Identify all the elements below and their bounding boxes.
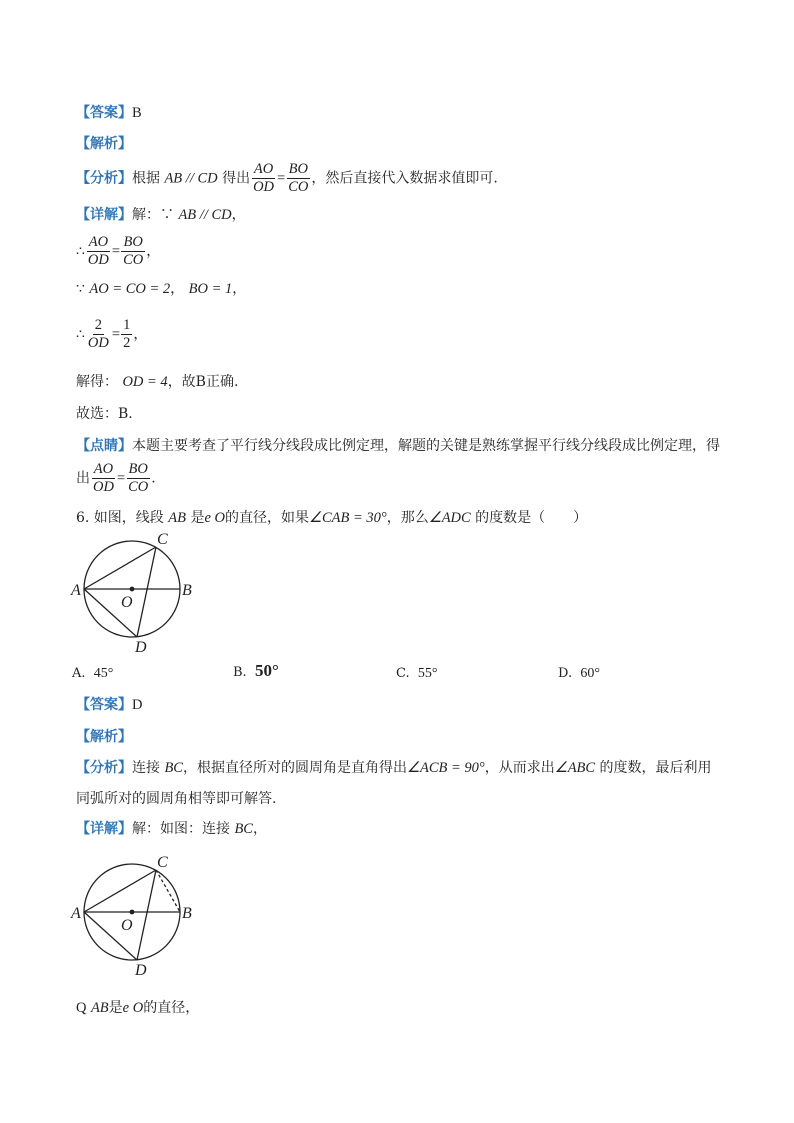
fraction-bo-co <box>286 161 310 196</box>
option-letter: A. <box>72 666 86 681</box>
fenxi-text: 得出 <box>222 170 251 187</box>
math-circle-o: e O <box>204 510 225 526</box>
analysis-tag: 【解析】 <box>76 729 132 745</box>
fenxi-text: ，然后直接代入数据求值即可. <box>311 170 498 187</box>
solve-line <box>76 373 238 391</box>
option-value: 60° <box>580 666 600 681</box>
numerator: BO <box>123 234 143 250</box>
last-text: 的直径， <box>143 1000 200 1016</box>
label-c: C <box>157 854 168 871</box>
denominator: OD <box>93 479 114 495</box>
fenxi-line-q5 <box>76 161 498 196</box>
chord-ac <box>84 870 156 912</box>
numerator: 1 <box>123 317 131 333</box>
stem-text: ，那么 <box>386 510 429 526</box>
math-circle-o: e O <box>122 1000 144 1016</box>
fenxi-tag: 【分析】 <box>76 760 132 776</box>
center-point <box>130 587 135 592</box>
fraction-ao-od <box>86 234 111 269</box>
fraction-1-2 <box>121 317 132 352</box>
option-d[interactable] <box>558 665 600 683</box>
fenxi-tag: 【分析】 <box>76 170 132 187</box>
fenxi-text: 同弧所对的圆周角相等即可解答. <box>76 791 277 807</box>
analysis-tag: 【解析】 <box>76 136 132 152</box>
fenxi-text: ，从而求出 <box>484 760 555 776</box>
label-b: B <box>182 905 192 922</box>
dianjing-text: 出 <box>76 470 90 487</box>
fraction-ao-od <box>251 161 276 196</box>
xiangjie-tag: 【详解】 <box>76 821 132 837</box>
math-ab-parallel-cd: AB // CD <box>178 207 232 223</box>
solve-text: 解得： <box>76 374 118 390</box>
math-ab: AB <box>90 1000 109 1016</box>
stem-text: 是 <box>190 510 205 526</box>
fenxi-text: 的度数，最后利用 <box>599 760 712 776</box>
math-angle-cab: ∠CAB = 30° <box>308 510 387 526</box>
fraction-bo-co <box>126 461 150 496</box>
denominator: CO <box>123 252 144 268</box>
math-angle-acb: ∠ACB = 90° <box>406 760 485 776</box>
math-ab-parallel-cd: AB // CD <box>164 170 218 187</box>
label-d: D <box>135 639 147 656</box>
equals-sign: = <box>277 170 286 187</box>
label-o: O <box>121 917 133 934</box>
choose-line <box>76 405 133 423</box>
numerator: 2 <box>94 317 103 333</box>
xiangjie-line-q6 <box>76 820 267 838</box>
answer-line-q5 <box>76 104 142 122</box>
center-point <box>130 910 135 915</box>
fraction-bo-co <box>121 234 145 269</box>
label-a: A <box>71 582 81 599</box>
circle-figure-2 <box>66 851 206 981</box>
dashed-chord-bc <box>156 870 180 912</box>
fenxi-text: 根据 <box>132 170 160 187</box>
question-6-stem <box>76 509 587 527</box>
xiangjie-line-q5 <box>76 206 246 224</box>
solve-text: ，故B正确. <box>167 374 239 390</box>
numerator: AO <box>253 161 274 177</box>
because-symbol: ∵ <box>76 281 85 297</box>
fenxi-line-q6 <box>76 759 712 777</box>
circle-figure-1 <box>66 528 206 658</box>
label-d: D <box>135 962 147 979</box>
chord-cd <box>137 870 156 960</box>
last-line <box>76 999 199 1017</box>
math-bc: BC <box>164 760 183 776</box>
math-ab: AB <box>168 510 186 526</box>
dianjing-text: . <box>151 470 156 487</box>
equals-sign: = <box>111 243 121 260</box>
denominator: CO <box>288 179 309 195</box>
stem-text: 的度数是（ ） <box>475 510 588 526</box>
option-letter: D. <box>558 666 573 681</box>
xiangjie-text: 解：如图：连接 <box>132 821 230 837</box>
denominator: 2 <box>123 335 131 351</box>
math-bo: BO = 1 <box>188 281 233 297</box>
numerator: BO <box>288 161 308 177</box>
dianjing-line-2 <box>76 461 156 496</box>
math-angle-abc: ∠ABC <box>554 760 596 776</box>
q-symbol: Q <box>76 1000 87 1016</box>
analysis-heading-q5 <box>76 135 132 153</box>
math-bc: BC <box>234 821 253 837</box>
chord-ac <box>84 547 156 589</box>
denominator: OD <box>87 252 109 268</box>
numerator: AO <box>88 234 109 250</box>
fenxi-text: ，根据直径所对的圆周角是直角得出 <box>182 760 407 776</box>
option-letter: C. <box>396 666 410 681</box>
dianjing-text: 本题主要考查了平行线分线段成比例定理，解题的关键是熟练掌握平行线分线段成比例定理，得 <box>132 438 720 454</box>
option-letter: B. <box>233 665 247 680</box>
answer-value: B <box>132 105 142 121</box>
therefore-symbol: ∴ <box>76 243 85 260</box>
ratio-line <box>76 234 160 269</box>
comma: ， <box>170 281 185 297</box>
stem-text: 的直径，如果 <box>224 510 309 526</box>
stem-text: 6. 如图，线段 <box>76 510 164 526</box>
equals-sign: = <box>111 326 121 343</box>
math-angle-adc: ∠ADC <box>428 510 471 526</box>
option-value: 45° <box>93 666 114 681</box>
answer-tag: 【答案】 <box>76 697 132 713</box>
comma: ， <box>231 207 246 223</box>
substitution-line <box>76 317 147 352</box>
label-a: A <box>71 905 81 922</box>
fenxi-line-q6-2 <box>76 790 276 808</box>
option-value: 50° <box>254 661 279 680</box>
numerator: BO <box>128 461 148 477</box>
comma: ， <box>232 281 247 297</box>
option-b[interactable] <box>233 662 279 682</box>
comma: ， <box>146 243 161 260</box>
fraction-2-od <box>86 317 111 352</box>
math-ao-co: AO = CO = 2 <box>89 281 171 297</box>
choose-text: 故选：B. <box>76 406 133 422</box>
chord-cd <box>137 547 156 637</box>
denominator: OD <box>253 179 275 195</box>
dianjing-tag: 【点睛】 <box>76 438 132 454</box>
option-c[interactable] <box>396 665 438 683</box>
analysis-heading-q6 <box>76 728 132 746</box>
dianjing-line <box>76 437 720 455</box>
answer-line-q6 <box>76 696 142 714</box>
comma: ， <box>252 821 267 837</box>
answer-value: D <box>132 697 143 713</box>
math-od-equals-4: OD = 4 <box>122 374 168 390</box>
option-a[interactable] <box>72 665 113 683</box>
denominator: CO <box>128 479 149 495</box>
fraction-ao-od <box>91 461 116 496</box>
label-o: O <box>121 594 133 611</box>
denominator: OD <box>87 335 109 351</box>
fenxi-text: 连接 <box>132 760 160 776</box>
last-text: 是 <box>108 1000 123 1016</box>
given-values-line <box>76 280 246 298</box>
label-b: B <box>182 582 192 599</box>
label-c: C <box>157 531 168 548</box>
equals-sign: = <box>116 470 126 487</box>
therefore-symbol: ∴ <box>76 326 85 343</box>
comma: ， <box>133 326 148 343</box>
xiangjie-tag: 【详解】 <box>76 207 132 223</box>
numerator: AO <box>93 461 114 477</box>
option-value: 55° <box>417 666 438 681</box>
xiangjie-text: 解：∵ <box>132 207 174 223</box>
answer-tag: 【答案】 <box>76 105 132 121</box>
